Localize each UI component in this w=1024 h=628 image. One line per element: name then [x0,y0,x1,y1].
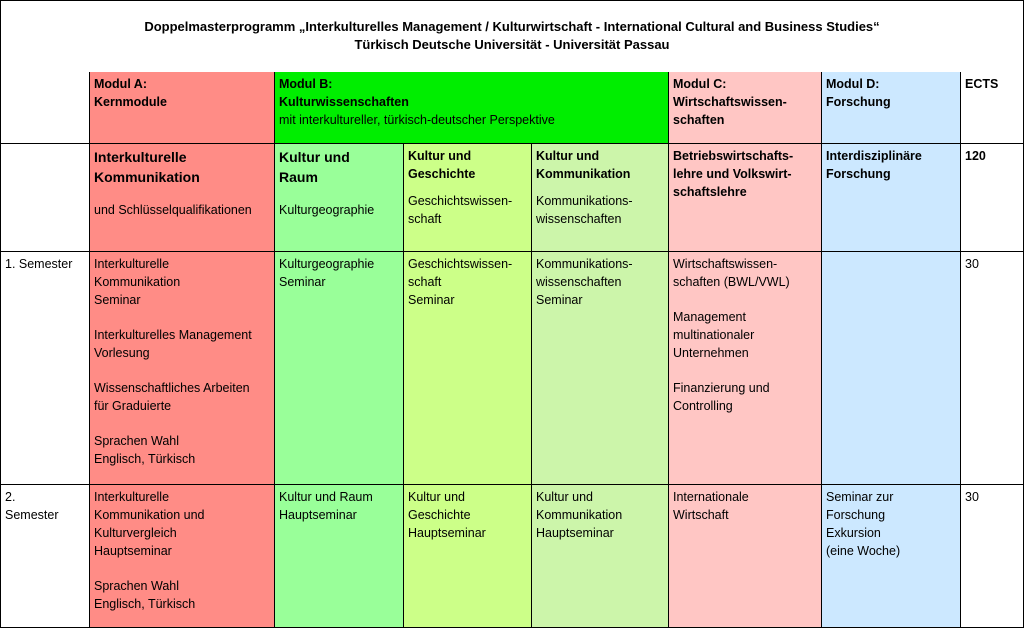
semester-2-modul-c [669,485,822,628]
title-line-1: Doppelmasterprogramm „Interkulturelles Management / Kulturwirtschaft - International Cultural and Business Studies“ [144,19,880,34]
header-empty-cell [0,72,90,144]
modul-d-label: Modul D: [826,77,880,91]
semester-2-modul-d [822,485,961,628]
sem2-b2-line: Hauptseminar [408,526,486,540]
sem1-ects-value: 30 [965,257,979,271]
subheader-b2-sub-2: schaft [408,212,442,226]
subheader-b3-sub-2: wissenschaften [536,212,622,226]
subheader-modul-a [90,144,275,252]
subheader-a-title-2: Kommunikation [94,169,200,185]
subheader-b1-title-2: Raum [279,169,318,185]
sem2-a-line: Hauptseminar [94,544,172,558]
subheader-kultur-geschichte [404,144,532,252]
sem2-b2-line: Kultur und [408,490,465,504]
header-modul-a [90,72,275,144]
subheader-a-subtitle: und Schlüsselqualifikationen [94,203,252,217]
subheader-c-line-3: schaftslehre [673,185,747,199]
sem1-b3-line: Seminar [536,293,583,307]
subheader-ects [961,144,1024,252]
semester-1-modul-c [669,252,822,485]
modul-a-label: Modul A: [94,77,147,91]
header-modul-d [822,72,961,144]
ects-total: 120 [965,149,986,163]
sem1-c-line: Finanzierung und [673,381,770,395]
sem2-b3-line: Kommunikation [536,508,623,522]
sem1-b3-line: Kommunikations- [536,257,633,271]
modul-d-name: Forschung [826,95,891,109]
sem1-a-line: für Graduierte [94,399,172,413]
sem1-b2-line: Geschichtswissen- [408,257,513,271]
modul-c-name-line-2: schaften [673,113,725,127]
subheader-kultur-raum [275,144,404,252]
subheader-modul-d [822,144,961,252]
sem1-c-line: Controlling [673,399,733,413]
semester-2-label-cell [0,485,90,628]
title-line-2: Türkisch Deutsche Universität - Universität Passau [354,37,670,52]
sem2-c-line: Internationale [673,490,749,504]
sem2-c-line: Wirtschaft [673,508,729,522]
sem1-a-line: Englisch, Türkisch [94,452,196,466]
sem2-d-line: Forschung [826,508,886,522]
semester-1-kultur-geschichte [404,252,532,485]
semester-1-kultur-kommunikation [532,252,669,485]
subheader-a-title-1: Interkulturelle [94,149,187,165]
header-modul-c [669,72,822,144]
sem1-a-line: Vorlesung [94,346,150,360]
semester-2-ects [961,485,1024,628]
subheader-c-line-2: lehre und Volkswirt- [673,167,792,181]
modul-a-name: Kernmodule [94,95,167,109]
sem1-b2-line: schaft [408,275,442,289]
sem1-a-line: Interkulturelle [94,257,170,271]
subheader-d-line-2: Forschung [826,167,891,181]
sem2-b1-line: Kultur und Raum [279,490,373,504]
semester-1-ects [961,252,1024,485]
sem2-b1-line: Hauptseminar [279,508,357,522]
table-title [0,0,1024,73]
sem1-b3-line: wissenschaften [536,275,622,289]
sem2-a-line: Interkulturelle [94,490,170,504]
modul-c-name-line-1: Wirtschaftswissen- [673,95,787,109]
semester-2-kultur-geschichte [404,485,532,628]
subheader-b1-title-1: Kultur und [279,149,350,165]
subheader-empty-cell [0,144,90,252]
sem2-b3-line: Kultur und [536,490,593,504]
semester-2-kultur-raum [275,485,404,628]
sem2-d-line: Exkursion [826,526,881,540]
sem1-b1-line: Kulturgeographie [279,257,375,271]
sem2-a-line: Englisch, Türkisch [94,597,196,611]
sem1-c-line: Management [673,310,746,324]
sem1-a-line: Sprachen Wahl [94,434,179,448]
subheader-c-line-1: Betriebswirtschafts- [673,149,794,163]
semester-2-kultur-kommunikation [532,485,669,628]
sem1-c-line: multinationaler [673,328,755,342]
sem2-d-line: (eine Woche) [826,544,901,558]
sem1-c-line: Wirtschaftswissen- [673,257,778,271]
subheader-b2-sub-1: Geschichtswissen- [408,194,513,208]
sem1-a-line: Interkulturelles Management [94,328,252,342]
subheader-modul-c [669,144,822,252]
sem1-a-line: Seminar [94,293,141,307]
subheader-kultur-kommunikation [532,144,669,252]
semester-1-label-cell [0,252,90,485]
ects-label: ECTS [965,77,999,91]
subheader-d-line-1: Interdisziplinäre [826,149,922,163]
sem2-b2-line: Geschichte [408,508,471,522]
sem2-d-line: Seminar zur [826,490,894,504]
modul-b-subtitle: mit interkultureller, türkisch-deutscher Perspektive [279,113,555,127]
sem1-c-line: Unternehmen [673,346,749,360]
sem2-a-line: Kommunikation und [94,508,205,522]
sem1-b1-line: Seminar [279,275,326,289]
sem1-a-line: Kommunikation [94,275,181,289]
sem1-b2-line: Seminar [408,293,455,307]
subheader-b2-title-1: Kultur und [408,149,472,163]
header-ects [961,72,1024,144]
sem1-c-line: schaften (BWL/VWL) [673,275,790,289]
subheader-b3-title-2: Kommunikation [536,167,631,181]
semester-2-modul-a [90,485,275,628]
subheader-b1-subtitle: Kulturgeographie [279,203,375,217]
semester-2-label-2: Semester [5,508,59,522]
modul-b-label: Modul B: [279,77,333,91]
semester-1-label: 1. Semester [5,257,73,271]
sem1-a-line: Wissenschaftliches Arbeiten [94,381,250,395]
sem2-a-line: Kulturvergleich [94,526,177,540]
semester-1-kultur-raum [275,252,404,485]
modul-c-label: Modul C: [673,77,727,91]
semester-1-modul-d [822,252,961,485]
sem2-ects-value: 30 [965,490,979,504]
semester-1-modul-a [90,252,275,485]
semester-2-label-1: 2. [5,490,16,504]
subheader-b3-title-1: Kultur und [536,149,600,163]
header-modul-b [275,72,669,144]
sem2-a-line: Sprachen Wahl [94,579,179,593]
modul-b-name: Kulturwissenschaften [279,95,409,109]
subheader-b2-title-2: Geschichte [408,167,476,181]
sem2-b3-line: Hauptseminar [536,526,614,540]
subheader-b3-sub-1: Kommunikations- [536,194,633,208]
